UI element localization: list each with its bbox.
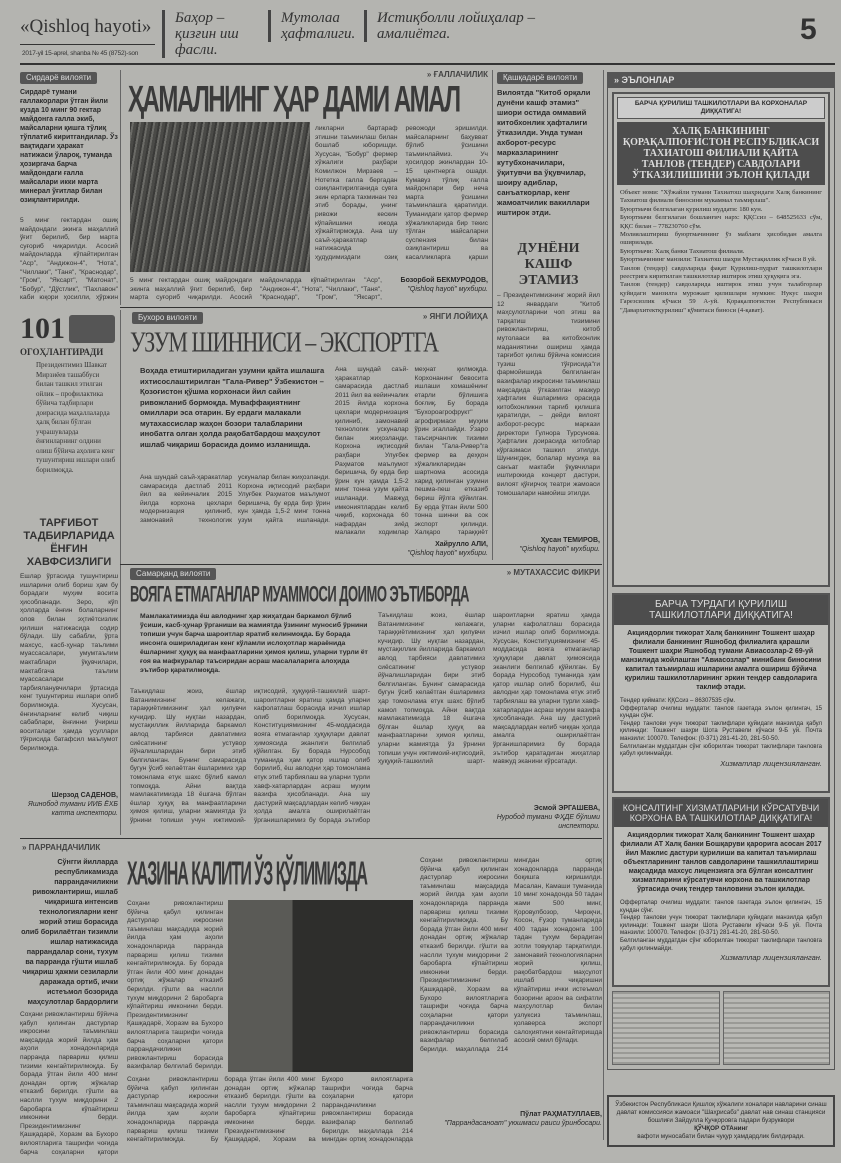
article-body: Ана шундай саъй-ҳаракатлар самарасида дастлаб 2011 йил ва кейинчалик 2015 йилда корхона цехлари модернизация қилиниб, замонавий технологик ускуналар билан жиҳозланди. Корхона иқтисодий раҳбари Улуғбек Раҳматов маълумот беришича, бу ерда бир ўрин кун ҳамда 1,5-2 минг тонна узум қайта ишланади. Мавжуд имкониятлардан келиб чиқиб, корхонада 60 нафардан зиёд малакали ходимлар меҳнат қилмоқда. Корхонанинг бевосита ишлаши хомашёнинг етарли бўлишига боғлиқ. Бу борада "Бухороагрофрукт" агрофирмаси муҳим ўрин эгаллайди. Ўзаро таъсирчанлик тизими билан "Гала-Ривер"га фермер ва деҳқон хўжаликларидан шартнома асосида харид қилинган узумни пешма-пеш етказиб бериш йўлга қўйилган. Бу ерда ўтган йили 500 тонна шинни ва сок экспорт қилинди. Халқаро тараққиёт	[335, 366, 488, 537]
ad-banner: БАРЧА ҚУРИЛИШ ТАШКИЛОТЛАРИ ВА КОРХОНАЛАР ДИҚҚАТИГА!	[617, 97, 825, 119]
masthead-divider	[20, 44, 155, 45]
ad-banner: БАРЧА ТУРДАГИ ҚУРИЛИШ ТАШКИЛОТЛАРИ ДИҚҚАТИГА!	[614, 595, 828, 625]
ad-line: Танлов (тендер) савдоларида иштирок этиш учун талабгорлар қуйидаги манзилга мурожаат қилишлари мумкин: Нукус шаҳри Гарезсизлик кўчаси 59 А-уй. Қорақалпоғистон Республикаси "Давархитектқурилиш" қўмитаси биноси (4-қават).	[620, 281, 822, 314]
author-signature	[390, 540, 488, 560]
region-tag: Қашқадарё вилояти	[497, 72, 583, 84]
page-number: 5	[800, 13, 817, 46]
article-body-bottom: 5 минг гектардан ошиқ майдондаги экинга маҳаллий ўғит берилиб, бир марта суғориб чиқарилди. Асосий майдонларда кўпайтирилган "Аср", "Андижон-4", "Нота", "Чиллаки", "Таня", "Краснодар", "Гром", "Яксарт",	[130, 277, 382, 302]
ad-body	[614, 898, 828, 967]
ad-banner: КОНСАЛТИНГ ХИЗМАТЛАРИНИ КЎРСАТУВЧИ КОРХОНА ВА ТАШКИЛОТЛАР ДИҚҚАТИГА!	[614, 799, 828, 827]
author-name: Хайрулло АЛИ,	[435, 541, 488, 548]
ad-tender-tahiatosh	[612, 92, 830, 587]
small-ads-grid	[612, 991, 830, 1065]
author-role: Нуробод тумани ФҲДЕ бўлими инспектори.	[496, 814, 600, 830]
ad-line: Тендер танлови учун тижорат таклифлари қуйидаги манзилда қабул қилинади: Тошкент шаҳри Шота Руставели кўчаси 9-Б уй. Почта манзили: 100070. Телефон: (0-371) 281-41-20, 281-50-50.	[620, 915, 822, 937]
obituary-text: вафоти муносабати билан чуқур ҳамдардлик билдиради.	[637, 1133, 805, 1140]
article-headline: УЗУМ ШИННИСИ – ЭКСПОРТГА	[130, 325, 438, 359]
article-lead: Воҳада етиштириладиган узумни қайта ишлашга ихтисослаштирилган "Гала-Ривер" Ўзбекистон – Қозоғистон қўшма корхонаси йил сайин ривожланиб бормоқда. Муваффақиятнинг омиллари эса отарин. Бу ердаги малакали мутахассислар жаҳон бозори талабларини инобатга олган ҳолда рақобатбардош маҳсулот ишлаб чиқариш борасида доимо изланишда.	[140, 366, 325, 449]
ad-tender-yashnobod	[612, 593, 830, 793]
ads-section	[607, 72, 835, 1070]
column-divider	[492, 70, 493, 560]
farmer-photo	[228, 900, 413, 1072]
article-body: Ана шундай саъй-ҳаракатлар самарасида дастлаб 2011 йил ва кейинчалик 2015 йилда корхона цехлари модернизация қилиниб, замонавий технологик ускуналар билан жиҳозланди. Корхона иқтисодий раҳбари Улуғбек Раҳматов маълумот беришича, бу ерда бир ўрин кун ҳамда 1,5-2 минг тонна узум қайта ишланади.	[140, 474, 330, 524]
ad-consulting	[612, 797, 830, 987]
ad-footer: Хизматлар лицензияланган.	[720, 758, 822, 768]
author-role: "Паррандасаноат" уюшмаси раиси ўринбосари.	[444, 1120, 602, 1127]
ogoh-logo	[20, 312, 118, 346]
article-headline: ВОЯГА ЕТМАГАНЛАР МУАММОСИ ДОИМО ЭЪТИБОРДА	[130, 581, 469, 607]
ad-line: Офферталар очилиш муддати: танлов газетада эълон қилингач, 15 кундан сўнг.	[620, 900, 822, 914]
author-role: "Qishloq hayoti" мухбири.	[519, 546, 600, 553]
ad-footer: Хизматлар лицензияланган.	[720, 953, 822, 963]
author-role: "Qishloq hayoti" мухбири.	[407, 286, 488, 293]
author-name: Бозорбой БЕКМУРОДОВ,	[400, 277, 488, 284]
article-lead: Вилоятда "Китоб орқали дунёни кашф этамиз" шиори остида оммавий китобхонлик ҳафталиги ўтказилди. Унда туман ахборот-ресурс марказларининг кутубхоначилари, ўқитувчи ва ўқувчилар, шоиру адиблар, санъаткорлар, кенг жамоатчилик вакиллари иштирок этди.	[497, 88, 591, 217]
header-rule	[20, 63, 835, 65]
logo-text: ОГОҲЛАНТИРАДИ	[20, 347, 104, 357]
article-headline: ТАРҒИБОТ ТАДБИРЛАРИДА ЁНҒИН ХАВФСИЗЛИГИ	[23, 517, 115, 568]
logo-101: 101	[20, 312, 65, 345]
region-tag: Самарқанд вилояти	[130, 568, 216, 580]
column-divider	[120, 310, 121, 835]
author-signature	[20, 791, 118, 827]
author-role: Яшнобод тумани ИИБ ЁХБ катта инспектори.	[28, 801, 118, 817]
section-rubric: » ПАРРАНДАЧИЛИК	[22, 843, 101, 852]
article-body: Соҳани ривожлантириш бўйича қабул қилинган дастурлар ижросини таъминлаш мақсадида жорий йилда ҳам аҳоли хонадонларида парранда парвариш қилиш тизими кенгайтирилмоқда. Бу борада ўтган йили 400 минг донадан ортиқ жўжалар етказиб берилди. гўшти ва наслли тухум миқдорини 2 баробарга кўпайтириш имконини берди. Президентимизнинг Қашқадарё, Хоразм ва Бухоро вилоятларига ташрифи чоғида барча соҳаларни қатори паррандачиликни ривожлантириш борасида вазифалар белгилаб берилди. маҳаллада 214 мингдан ортиқ хонадонларда парранда боқишга киришилди. Масалан, Камаши туманида 10 минг хонадонда 50 тадан жами 500 минг, Қоровулбозор, Чироқчи, Косон, Ғузор туманларида 400 тадан хонадонга 100 тадан тухум берадиган зотли товуқлар тарқатилди. замонавий технологияларни жорий қилиш, рақобатбардош маҳсулот ишлаб чиқаришни кўпайтириш ички истеъмол бозорини арзон ва сифатли маҳсулотлар билан узлуксиз таъминлаш, қолаверса экспорт салоҳиятини кенгайтиришда асосий омил бўлади.	[420, 857, 602, 1054]
small-ad	[612, 991, 720, 1065]
ad-line: Танлов (тендер) савдоларида фақат Қурилиш-пудрат ташкилотлари реестрига киритилган ташкилотлар иштирок этиш ҳуқуқига эга.	[620, 264, 822, 281]
ad-body	[614, 696, 828, 773]
wheat-field-photo	[130, 122, 310, 272]
region-tag: Сирдарё вилояти	[20, 72, 97, 84]
region-tag: Бухоро вилояти	[132, 312, 203, 324]
article-headline: ХАЗИНА КАЛИТИ ЎЗ ҚЎЛИМИЗДА	[127, 857, 367, 893]
ad-title: Акциядорлик тижорат Халқ банкининг Тошкент шаҳар филиали АТ Халқ банки Бошқаруви қарорига асосан 2017 йил Мажлис дастури қурилиши ва капитал таъмирлаш объектларининг танлов савдоларини ташкиллаштириш мақсадида махсус лицензияга эга бўлган консалтинг хизматларини кўрсатувчи корхона ва ташкилотлар ўртасида очиқ тендер танловини эълон қилади.	[620, 832, 822, 893]
section-rubric: » МУТАХАССИС ФИКРИ	[506, 568, 600, 577]
author-name: Ҳусан ТЕМИРОВ,	[540, 537, 600, 544]
section-rule	[20, 838, 602, 839]
ad-line: Офферталар очилиш муддати: танлов газетада эълон қилингач, 15 кундан сўнг.	[620, 705, 822, 720]
section-rubric: » ЯНГИ ЛОЙИҲА	[422, 312, 488, 321]
issue-date: 2017-yil 15-aprel, shanba № 45 (8752)-son	[22, 50, 139, 57]
teaser-2[interactable]: Мутолаа ҳафталиги.	[268, 10, 358, 42]
author-signature	[388, 276, 488, 304]
ad-line: Буюртмачи: Халқ банки Тахиатош филиали.	[620, 247, 745, 255]
fire-truck-icon	[69, 315, 115, 343]
ad-line: Буюртмачининг манзили: Тахиатош шаҳри Мустақиллик кўчаси 8 уй.	[620, 256, 817, 264]
article-headline: ДУНЁНИ КАШФ ЭТАМИЗ	[517, 241, 580, 288]
article-body: Ёшлар ўртасида тушунтириш ишларини олиб бориш ҳам бу борадаги муҳим восита ҳисобланади. Зеро, кўп ҳолларда ёнғин болаларнинг олов билан эҳтиётсизлик қилиши натижасида содир бўлади. Шу сабабли, ўрта махсус, касб-ҳунар таълими муассасалари, умумтаълим мактаблари ўқувчилари, мактабгача таълим муассасалари тарбияланувчилари ўртасида кенг тушунтириш ишлари олиб борилмоқда. Хусусан, ёнғинларнинг келиб чиқиш сабаблари, ёнғинни ўчириш воситалари ҳамда усуллари тўғрисида батафсил маълумот берилмоқда.	[20, 573, 118, 752]
article-body: Таъкидлаш жоиз, ёшлар Ватанимизнинг келажаги, тараққиётимизнинг ҳал қилувчи кучидир. Шу нуқтаи назардан, мустақиллик йилларида баркамол авлод тарбияси давлатимиз сиёсатининг устувор йўналишларидан бири этиб белгиланган. Бунинг самарасида бугун ўсиб келаётган ёшларимиз ҳар томонлама етук шахс бўлиб камол топмоқда. Айни вақтда мамлакатимизда 18 ёшгача бўлган ёшлар ҳуқуқ ва манфаатларини ҳимоя қилиш, уларни жамиятда ўз ўрнини топиши учун ижтимоий-иқтисодий, ҳуқуқий-ташкилий шарт-шароитларни яратиш ҳамда уларни кафолатлаш борасида изчил ишлар олиб борилмоқда. Хусусан, Конституциямизнинг 45-моддасида вояга етмаганлар ҳуқуқлари давлат ҳимоясида эканлиги белгилаб қўйилган. Бу борада Нурсобод туманида ҳам қатор ишлар олиб борилиб, ёш авлодни ҳар томонлама етук этиб тарбиялаш ва уларни турли хавф-хатарлардан асраш муҳим вазифа ҳисобланади. Ана шу дастурий мақсадлардан келиб чиққан ҳолда амалга оширилаётган ўрганишларимиз бу борада эътибор	[130, 688, 370, 824]
obituary-notice	[607, 1095, 835, 1147]
article-lead: Сўнгги йилларда республикамизда паррандачиликни ривожлантириш, ишлаб чиқаришга интенсив технологияларни кенг жорий этиш борасида олиб борилаётган тизимли ишлар натижасида паррандалар сони, тухум ва парранда гўшти ишлаб чиқариш ҳажми сезиларли даражада ортиб, ички истеъмол бозорида маҳсулотлар бардорлиги	[21, 857, 118, 1006]
author-role: "Qishloq hayoti" мухбири.	[407, 550, 488, 557]
section-rule	[120, 307, 492, 308]
author-name: Шерзод САДЕНОВ,	[51, 792, 118, 799]
teaser-3[interactable]: Истиқболли лойиҳалар – амалиётга.	[364, 10, 544, 42]
ad-line: Тендер танлови учун тижорат таклифлари қуйидаги манзилда қабул қилинади: Тошкент шаҳри Шота Руставели кўчаси 9-Б уй. Почта манзили: 100070. Телефон: (0-371) 281-41-20, 281-50-50.	[620, 720, 822, 742]
author-signature	[480, 804, 600, 834]
small-ad	[723, 991, 831, 1065]
author-signature	[497, 536, 600, 558]
ad-body	[614, 185, 828, 319]
ad-line: Белгиланган муддатдан сўнг юборилган тижорат таклифлари танловга қабул қилинмайди.	[620, 743, 822, 758]
article-body: ликларни бартараф этишни таъминлаш билан бошлаб юборишди. Хусусан, "Бобур" фермер хўжалиги раҳбари Комилжон Мирзаев – Нотетка галла бергадан озиқлантирилганида сувга экин ерларга тахминан тез этиб борады, унинг ривожи кескин кўпайишини ижода хўжайтирмоқда. Ана шу саъй-ҳаракатлар натижасида ҳудудимиздаги озиқ ревожоди эришилди. майсаларнинг баҳувват бўлиб ўсишини таъминлаймиз. Уч ҳосилдор экинлардан 10-15 центнерга ошади. Кумавуз тўлиқ ғалла майдонлари бир неча марта ўсишини таъминлашга қаратилди. Туманидаги қатор фермер хўжаликларида бир текис тўлган майсаларни суспензия билан озиқлантириш ва касалликларга қарши	[315, 125, 488, 261]
author-name: Пўлат РАҲМАТУЛЛАЕВ,	[520, 1111, 602, 1118]
article-body: Соҳани ривожлантириш бўйича қабул қилинган дастурлар ижросини таъминлаш мақсадида жорий йилда ҳам аҳоли хонадонларида парранда парвариш қилиш тизими кенгайтирилмоқда. Бу борада ўтган йили 400 минг донадан ортиқ жўжалар етказиб берилди. гўшти ва наслли тухум миқдорини 2 баробарга кўпайтириш имконини берди. Президентимизнинг Қашқадарё, Хоразм ва Бухоро вилоятларига ташрифи чоғида барча соҳаларни қатори паррандачиликни ривожлантириш борасида вазифалар белгилаб берилди.	[127, 900, 223, 1071]
ad-line: Белгиланган муддатдан сўнг юборилган тижорат таклифлари танловга қабул қилинмайди.	[620, 937, 822, 952]
article-headline: ҲАМАЛНИНГ ҲАР ДАМИ АМАЛ	[128, 78, 460, 121]
article-lead: Сирдарё тумани ғаллакорлари ўтган йили кузда 10 минг 90 гектар майдонга ғалла экиб, майсаларни қишга тўлиқ тўплатиб киритгандилар. Ўз вақтидаги ҳаракат натижаси ўлароқ, туманда ҳозиргача барча майдондаги ғалла майсалари икки марта минерал ўғитлар билан озиқлантирилди.	[20, 89, 118, 204]
ads-section-header: » ЭЪЛОНЛАР	[608, 73, 834, 88]
article-body: 5 минг гектардан ошиқ майдондаги экинга маҳаллий ўғит берилиб, бир марта суғориб чиқарилди. Асосий майдонларда кўпайтирилган "Аср", "Андижон-4", "Нота", "Чиллаки", "Таня", "Краснодар", "Гром", "Яксарт", "Матонат", "Бобур", "Дўстлик", "Пахлавон" каби юқори ҳосилли, ҳўржин	[20, 217, 118, 302]
article-body: – Президентимизнинг жорий йил 12 январдаги "Китоб маҳсулотларини чоп этиш ва тарқатиш тизимини ривожлантириш, китоб мутолааси ва китобхонлик маданиятини ошириш ҳамда тарғибот қилиш бўйича комиссия тузиш тўғрисида"ги фармойишида белгиланган вазифалар ижросини таъминлаш мақсадида ўтказилган мазкур ҳафталик ёшларимиз орасида китобхонликни тарғиб қилишга қаратилди, – дейди вилоят ахборот-ресурс маркази директори Гулнора Турсунова. Ҳафталик доирасида китоблар кўргазмаси ташкил этилди. Шунингдек, болалар мусиқа ва санъат мактаби ўқувчилари иштирокида концерт дастури, вилоят қўғирчоқ театри жамоаси томошалари намойиш этилди.	[497, 292, 600, 497]
author-signature	[440, 1110, 602, 1140]
ad-title: Акциядорлик тижорат Халқ банкининг Тошкент шаҳар филиали банкининг Яшнобод филиалига қарашли Тошкент шаҳри Яшнобод тумани Авиасозлар-2 69-уй манзилида жойлашган "Авиасозлар" минибанк биносини капитал таъмирлаш ишларини амалга ошириш бўйича қурилиш ташкилотларининг эркин тендер савдоларига таклиф этади.	[620, 630, 822, 691]
article-lead: Мамлакатимизда ёш авлоднинг ҳар жиҳатдан баркамол бўлиб ўсиши, касб-ҳунар ўрганиши ва жамиятда ўзининг муносиб ўрнини топиши учун барча шароитлар яратиб келинмоқда. Бу борада инсонга ошириладиган кенг кўламли ислоҳотлар жараёнида ёшларнинг ҳуқуқ ва манфаатларини ҳимоя қилиш, уларни турли ёт ғоя ва мафкуралар таъсиридан асраш масалаларига алоҳида эътибор қаратилмоқда.	[140, 613, 368, 674]
article-body: Президентимиз Шавкат Мирзиёев ташаббуси билан ташкил этилган ойлик – профилактика бўйича тадбирлари доирасида маҳаллаларда ҳалқ билан бўлган учрашувларда ёнғинларнинг олдини олиш бўйича аҳолига кенг тушунтириш ишлари олиб борилмоқда.	[36, 361, 116, 474]
obituary-text: Ўзбекистон Республикаси Қишлоқ хўжалиги хоналари навларини синаш давлат комиссияси жамоаси "Шаҳрисабз" давлат нав синаш станцияси бошлиғи Зайдулла Қучқоровга падари бузруквори	[615, 1101, 827, 1124]
article-body: Соҳани ривожлантириш бўйича қабул қилинган дастурлар ижросини таъминлаш мақсадида жорий йилда ҳам аҳоли хонадонларида парранда парвариш қилиш тизими кенгайтирилмоқда. Бу борада ўтган йили 400 минг донадан ортиқ жўжалар етказиб берилди. гўшти ва наслли тухум миқдорини 2 баробарга кўпайтириш имконини берди. Президентимизнинг Қашқадарё, Хоразм ва Бухоро вилоятларига ташрифи чоғида барча соҳаларни қатори паррандачиликни ривожлантириш борасида вазифалар белгилаб берилди. маҳаллада 214 мингдан ортиқ хонадонларда	[127, 1076, 413, 1144]
ad-line: Буюртмачи белгилаган қурилиш муддати: 180 кун.	[620, 205, 763, 213]
column-divider	[603, 70, 604, 1140]
article-body: Соҳани ривожлантириш бўйича қабул қилинган дастурлар ижросини таъминлаш мақсадида жорий йилда ҳам аҳоли хонадонларида парранда парвариш қилиш тизими кенгайтирилмоқда. Бу борада ўтган йили 400 минг донадан ортиқ жўжалар етказиб берилди. гўшти ва наслли тухум миқдорини 2 баробарга кўпайтириш имконини берди. Президентимизнинг Қашқадарё, Хоразм ва Бухоро вилоятларига ташрифи чоғида барча соҳаларни қатори	[20, 1011, 118, 1156]
article-body: Таъкидлаш жоиз, ёшлар Ватанимизнинг келажаги, тараққиётимизнинг ҳал қилувчи кучидир. Шу нуқтаи назардан, мустақиллик йилларида баркамол авлод тарбияси давлатимиз сиёсатининг устувор йўналишларидан бири этиб белгиланган. Бунинг самарасида бугун ўсиб келаётган ёшларимиз ҳар томонлама етук шахс бўлиб камол топмоқда. Айни вақтда мамлакатимизда 18 ёшгача бўлган ёшлар ҳуқуқ ва манфаатларини ҳимоя қилиш, уларни жамиятда ўз ўрнини топиши учун ижтимоий-иқтисодий, ҳуқуқий-ташкилий шарт-шароитларни яратиш ҳамда уларни кафолатлаш борасида изчил ишлар олиб борилмоқда. Хусусан, Конституциямизнинг 45-моддасида вояга етмаганлар ҳуқуқлари давлат ҳимоясида эканлиги белгилаб қўйилган. Бу борада Нурсобод туманида ҳам қатор ишлар олиб борилиб, ёш авлодни ҳар томонлама етук этиб тарбиялаш ва уларни турли хавф-хатарлардан асраш муҳим вазифа ҳисобланади. Ана шу дастурий мақсадлардан келиб чиққан ҳолда амалга оширилаётган ўрганишларимиз бу борада эътибор қаратадиган жиҳатлар мавжуд эканини кўрсатади.	[378, 612, 600, 766]
author-name: Эсмой ЭРГАШЕВА,	[533, 805, 600, 812]
section-rubric: » ҒАЛЛАЧИЛИК	[426, 70, 488, 79]
newspaper-masthead: «Qishloq hayoti»	[20, 16, 152, 37]
teaser-1[interactable]: Баҳор – қизғин иш фасли.	[162, 10, 262, 58]
ad-title: ХАЛҚ БАНКИНИНГ ҚОРАҚАЛПОҒИСТОН РЕСПУБЛИКАСИ ТАХИАТОШ ФИЛИАЛИ ҚАЙТА ТАНЛОВ (ТЕНДЕР) САВДОЛАРИ ЎТКАЗИЛИШИНИ ЭЪЛОН ҚИЛАДИ	[617, 122, 825, 185]
obituary-name: ҚЎЧҚОР ОТАнинг	[694, 1125, 748, 1132]
ad-line: Буюртмачи белгилаган бошланғич нарх: ҚҚСсиз – 648525633 сўм, ҚҚС билан – 778230760 сўм.	[620, 214, 822, 230]
section-rule	[120, 564, 602, 565]
ad-line: Объект номи: "Хўжайли тумани Тахиатош шаҳридаги Халқ банкининг Тахиатош филиали биносини мукаммал таъмирлаш".	[620, 189, 822, 205]
ad-line: Тендер қиймати: ҚҚСсиз – 86307535 сўм.	[620, 698, 736, 704]
ad-line: Молиялаштириш буюртмачининг ўз маблағи ҳисобидан амалга оширилади.	[620, 231, 822, 247]
column-divider	[120, 70, 121, 305]
